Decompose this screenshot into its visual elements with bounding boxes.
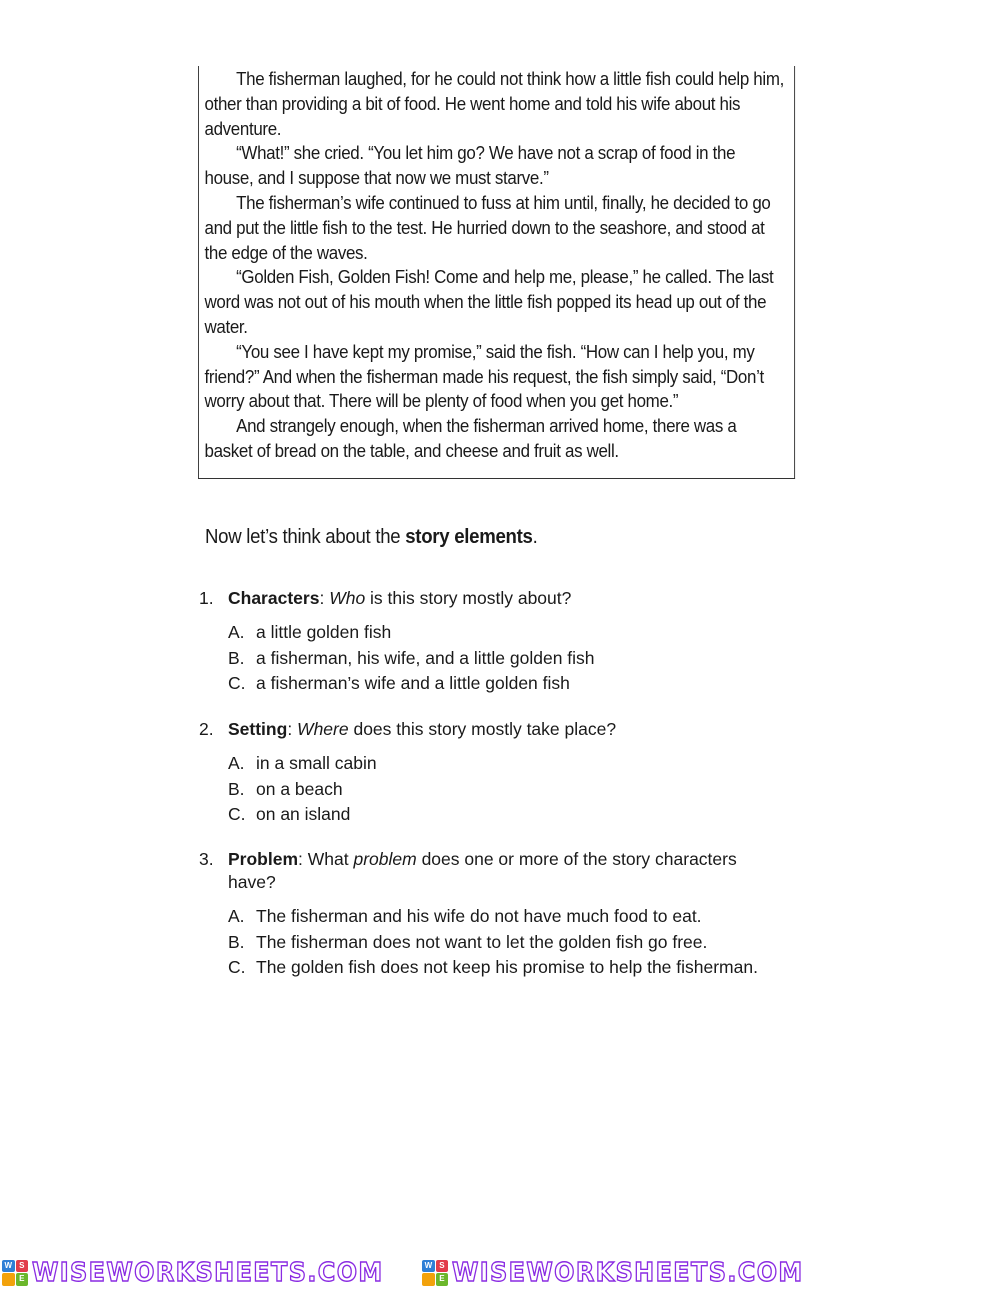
story-paragraph: The fisherman’s wife continued to fuss at him until, finally, he decided to go and put the little fish to the test. He hurried down to the seashore, and stood at the edge of the waves. bbox=[204, 192, 771, 263]
brand[interactable] bbox=[420, 1258, 834, 1288]
question-text: Setting: Where does this story mostly take place? bbox=[228, 719, 617, 739]
story-paragraph: “What!” she cried. “You let him go? We have not a scrap of food in the house, and I suppose that now we must starve.” bbox=[204, 143, 736, 189]
logo-icon: W S E bbox=[2, 1260, 28, 1286]
answer-option[interactable]: B. on a beach bbox=[228, 778, 343, 799]
answer-options bbox=[228, 751, 819, 828]
answer-option[interactable]: A. a little golden fish bbox=[228, 622, 392, 642]
story-paragraph: “You see I have kept my promise,” said the fish. “How can I help you, my friend?” And when the fisherman made his request, the fish simply said, “Don’t worry about that. There will be plenty of food when you get home.” bbox=[204, 341, 764, 412]
answer-option[interactable]: C. a fisherman’s wife and a little golden fish bbox=[228, 673, 570, 693]
question-2 bbox=[199, 718, 819, 828]
answer-option[interactable]: B. The fisherman does not want to let the golden fish go free. bbox=[228, 931, 708, 952]
answer-option[interactable]: B. a fisherman, his wife, and a little golden fish bbox=[228, 647, 595, 668]
story-paragraph: The fisherman laughed, for he could not think how a little fish could help him, other than providing a bit of food. He went home and told his wife about his adventure. bbox=[204, 69, 784, 139]
question-number: 2. bbox=[199, 719, 214, 739]
answer-option[interactable]: C. on an island bbox=[228, 804, 351, 824]
section-intro: Now let’s think about the story elements. bbox=[205, 526, 538, 548]
story-paragraph: And strangely enough, when the fisherman arrived home, there was a basket of bread on the table, and cheese and fruit as well. bbox=[204, 416, 737, 461]
answer-option[interactable]: C. The golden fish does not keep his promise to help the fisherman. bbox=[228, 957, 758, 977]
logo-icon: W S E bbox=[422, 1260, 448, 1286]
story-passage bbox=[198, 66, 795, 479]
story-paragraph: “Golden Fish, Golden Fish! Come and help me, please,” he called. The last word was not out of his mouth when the little fish popped its head up out of the water. bbox=[204, 267, 774, 337]
answer-options bbox=[228, 904, 878, 981]
question-number: 3. bbox=[199, 849, 214, 869]
answer-option[interactable]: A. in a small cabin bbox=[228, 753, 377, 773]
brand[interactable] bbox=[0, 1258, 414, 1288]
intro-bold: story elements bbox=[405, 526, 533, 548]
answer-option[interactable]: A. The fisherman and his wife do not have much food to eat. bbox=[228, 906, 702, 926]
question-text: Characters: Who is this story mostly about? bbox=[228, 588, 572, 608]
question-1 bbox=[199, 587, 819, 697]
question-3 bbox=[199, 848, 779, 981]
answer-options bbox=[228, 620, 819, 697]
question-text: Problem: What problem does one or more of the story characters have? bbox=[228, 849, 737, 892]
footer-watermark bbox=[0, 1254, 1000, 1291]
question-number: 1. bbox=[199, 588, 214, 608]
brand-name: WISEWORKSHEETS.COM bbox=[452, 1257, 804, 1288]
brand-name: WISEWORKSHEETS.COM bbox=[32, 1257, 384, 1288]
